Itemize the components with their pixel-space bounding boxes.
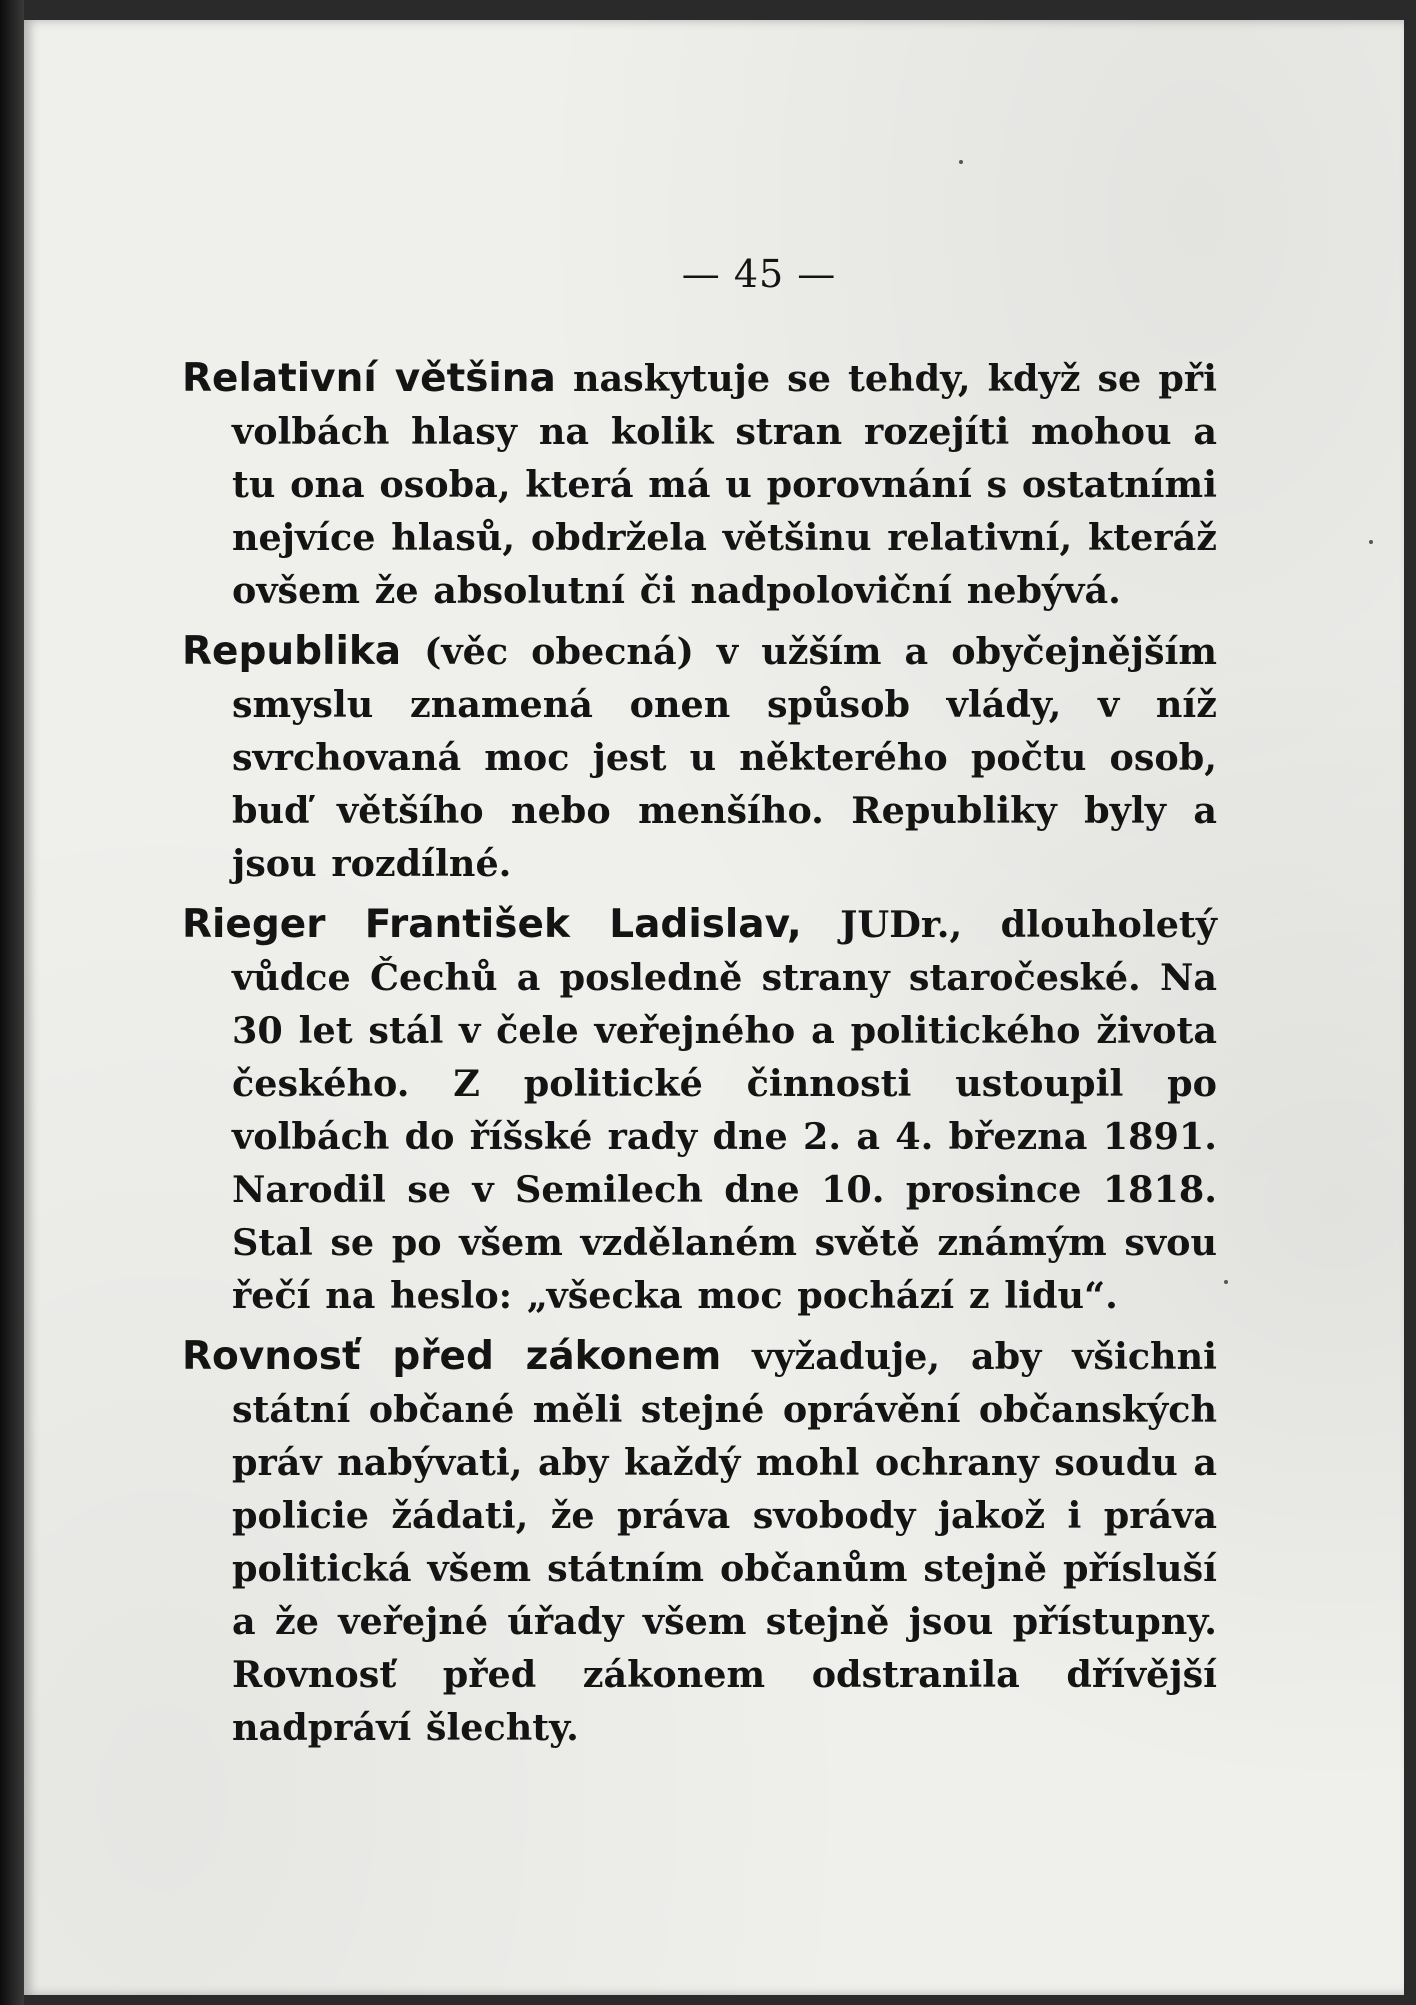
- entry-text: (věc obecná) v užším a obyčejnějším smyslu znamená onen spůsob vlády, v níž svrchovaná moc jest u některého počtu osob, buď většího nebo menšího. Republiky byly a jsou rozdílné.: [232, 630, 1217, 885]
- entry-relativni-vetsina: [182, 352, 1217, 617]
- entry-term: Rieger František Ladislav,: [182, 902, 802, 947]
- paper-speck: [1224, 1280, 1228, 1284]
- paper-speck: [1369, 540, 1373, 544]
- book-binding-edge: [0, 0, 24, 2005]
- entry-rovnost: [182, 1330, 1217, 1754]
- entry-term: Republika: [182, 629, 402, 674]
- page-number: — 45 —: [681, 252, 837, 296]
- entry-republika: [182, 625, 1217, 890]
- dictionary-entries: [182, 352, 1217, 1762]
- paper-speck: [959, 160, 963, 164]
- entry-rieger: [182, 898, 1217, 1322]
- book-page: [24, 20, 1404, 1995]
- entry-term: Rovnosť před zákonem: [182, 1334, 722, 1379]
- entry-text: naskytuje se tehdy, když se při volbách hlasy na kolik stran rozejíti mohou a tu ona osoba, která má u porovnání s ostatními nejvíce hlasů, obdržela většinu relativní, kteráž ovšem že absolutní či nadpoloviční nebývá.: [232, 357, 1217, 612]
- entry-text: JUDr., dlouholetý vůdce Čechů a posledně strany staročeské. Na 30 let stál v čele veřejného a politického života českého. Z politické činnosti ustoupil po volbách do říšské rady dne 2. a 4. března 1891. Narodil se v Semilech dne 10. prosince 1818. Stal se po všem vzdělaném světě známým svou řečí na heslo: „všecka moc pochází z lidu“.: [232, 903, 1217, 1317]
- entry-text: vyžaduje, aby všichni státní občané měli stejné oprávění občanských práv nabývati, aby každý mohl ochrany soudu a policie žádati, že práva svobody jakož i práva politická všem státním občanům stejně přísluší a že veřejné úřady všem stejně jsou přístupny. Rovnosť před zákonem odstranila dřívější nadpráví šlechty.: [232, 1335, 1217, 1749]
- entry-term: Relativní většina: [182, 356, 556, 401]
